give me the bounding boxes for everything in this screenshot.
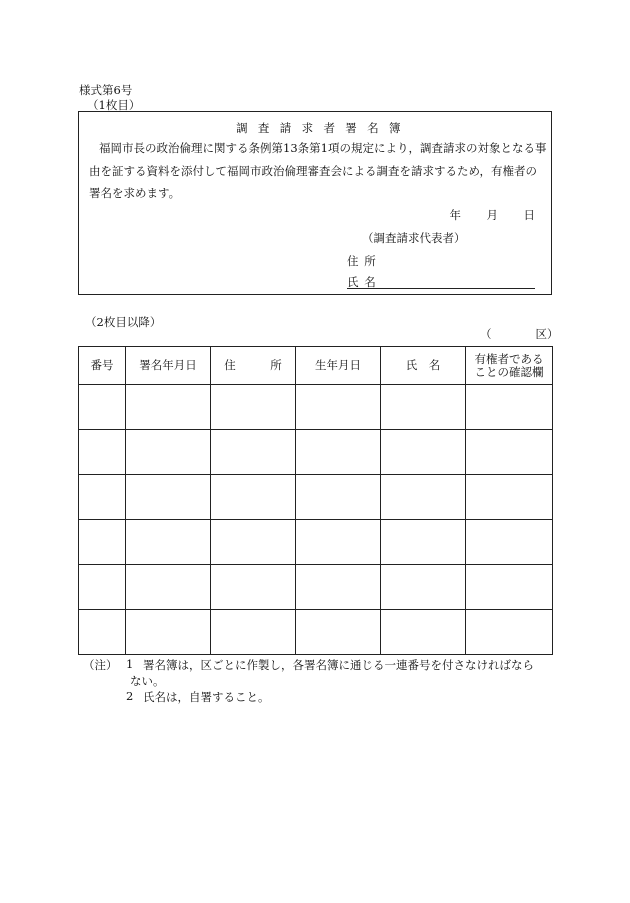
- table-cell[interactable]: [79, 610, 126, 655]
- table-cell[interactable]: [126, 385, 211, 430]
- name-label: 氏名: [347, 275, 382, 289]
- district-close: 区）: [535, 327, 559, 341]
- note-2-text: 氏名は，自署すること。: [143, 690, 270, 704]
- table-header-row: [79, 347, 553, 385]
- table-cell[interactable]: [79, 565, 126, 610]
- petition-body-line-3: 署名を求めます。: [89, 186, 181, 200]
- table-cell[interactable]: [466, 430, 553, 475]
- form-number: 様式第6号: [79, 83, 133, 97]
- petition-body-line-2: 由を証する資料を添付して福岡市政治倫理審査会による調査を請求するため，有権者の: [89, 164, 538, 178]
- table-row: [79, 610, 553, 655]
- table-cell[interactable]: [79, 475, 126, 520]
- petition-title: 調査請求者署名簿: [236, 121, 411, 135]
- petition-body-line-1: 福岡市長の政治倫理に関する条例第13条第1項の規定により，調査請求の対象となる事: [99, 141, 547, 155]
- note-2-number: 2: [126, 689, 134, 703]
- table-cell[interactable]: [381, 520, 466, 565]
- table-cell[interactable]: [79, 520, 126, 565]
- table-cell[interactable]: [466, 385, 553, 430]
- table-cell[interactable]: [466, 520, 553, 565]
- sheet1-label: （1枚目）: [87, 98, 141, 112]
- table-row: [79, 430, 553, 475]
- col-voter-confirmation-label: 有権者であることの確認欄: [474, 351, 544, 379]
- table-cell[interactable]: [79, 385, 126, 430]
- table-cell[interactable]: [296, 385, 381, 430]
- notes-prefix: （注）: [83, 658, 118, 672]
- petition-statement-box: [78, 111, 552, 295]
- table-cell[interactable]: [381, 385, 466, 430]
- table-cell[interactable]: [296, 610, 381, 655]
- col-name: 氏 名: [381, 347, 466, 385]
- table-cell[interactable]: [211, 565, 296, 610]
- table-cell[interactable]: [381, 475, 466, 520]
- col-birthdate: 生年月日: [296, 347, 381, 385]
- table-row: [79, 385, 553, 430]
- note-1-text: 署名簿は，区ごとに作製し，各署名簿に通じる一連番号を付さなければなら: [143, 658, 534, 672]
- table-cell[interactable]: [211, 520, 296, 565]
- table-cell[interactable]: [466, 610, 553, 655]
- table-cell[interactable]: [126, 430, 211, 475]
- table-cell[interactable]: [211, 610, 296, 655]
- col-number: 番号: [79, 347, 126, 385]
- district-label: [480, 326, 559, 342]
- table-cell[interactable]: [211, 430, 296, 475]
- col-address: 住 所: [211, 347, 296, 385]
- table-cell[interactable]: [296, 520, 381, 565]
- table-cell[interactable]: [381, 430, 466, 475]
- col-signature-date: 署名年月日: [126, 347, 211, 385]
- signature-table: [78, 346, 553, 655]
- table-row: [79, 520, 553, 565]
- table-cell[interactable]: [126, 475, 211, 520]
- table-row: [79, 565, 553, 610]
- table-cell[interactable]: [126, 610, 211, 655]
- table-cell[interactable]: [296, 430, 381, 475]
- table-cell[interactable]: [126, 520, 211, 565]
- table-row: [79, 475, 553, 520]
- note-1-number: 1: [126, 657, 134, 671]
- address-label: 住所: [347, 254, 382, 268]
- table-cell[interactable]: [381, 610, 466, 655]
- table-cell[interactable]: [466, 565, 553, 610]
- note-1-continuation: ない。: [130, 674, 165, 688]
- table-cell[interactable]: [296, 565, 381, 610]
- table-cell[interactable]: [466, 475, 553, 520]
- table-cell[interactable]: [79, 430, 126, 475]
- table-cell[interactable]: [211, 475, 296, 520]
- district-open: （: [480, 327, 492, 341]
- date-line: 年 月 日: [449, 208, 535, 222]
- table-cell[interactable]: [296, 475, 381, 520]
- col-voter-confirmation: [466, 347, 553, 385]
- table-cell[interactable]: [211, 385, 296, 430]
- name-signature-line: [347, 288, 535, 289]
- representative-label: （調査請求代表者）: [362, 231, 466, 245]
- table-cell[interactable]: [381, 565, 466, 610]
- table-cell[interactable]: [126, 565, 211, 610]
- sheet2-label: （2枚目以降）: [85, 315, 162, 329]
